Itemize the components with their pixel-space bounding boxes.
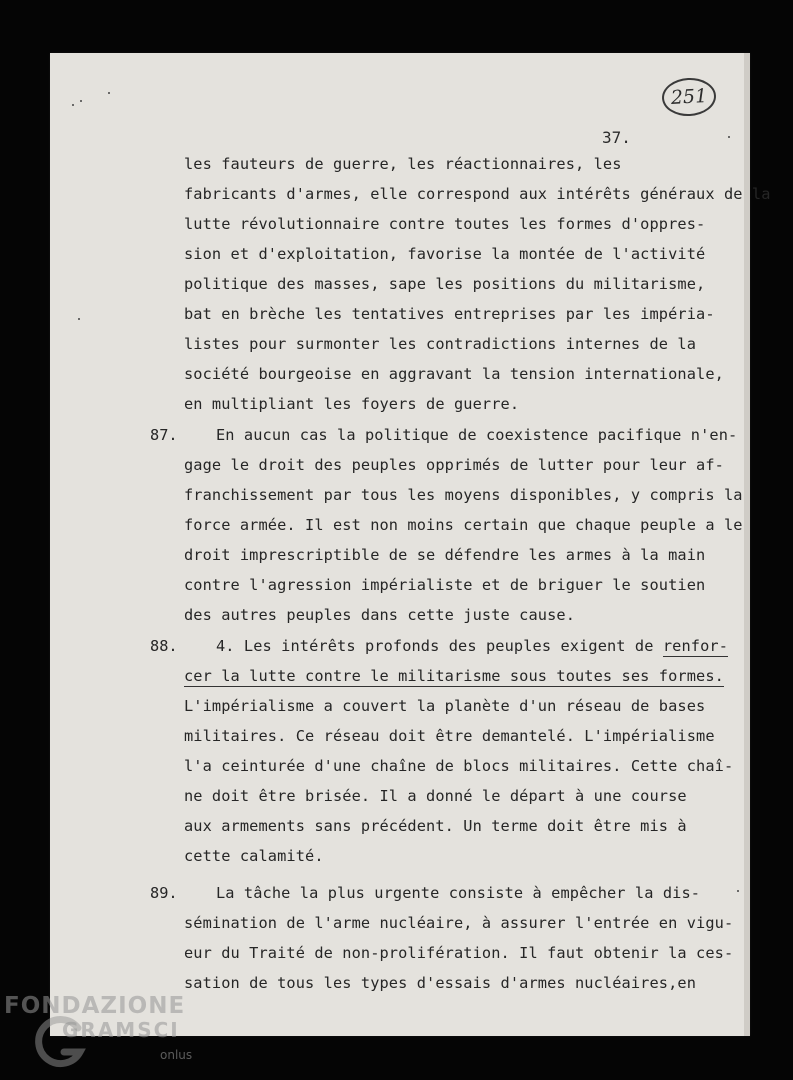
text-line: force armée. Il est non moins certain que chaque peuple a le: [184, 516, 743, 534]
text-line: droit imprescriptible de se défendre les armes à la main: [184, 546, 706, 564]
text-line: L'impérialisme a couvert la planète d'un réseau de bases: [184, 697, 706, 715]
underlined-text: renfor-: [662, 637, 729, 655]
speck: [78, 318, 80, 320]
text-line: sion et d'exploitation, favorise la montée de l'activité: [184, 245, 706, 263]
watermark-onlus: onlus: [160, 1048, 193, 1062]
text-line: [184, 667, 724, 685]
text-line: l'a ceinturée d'une chaîne de blocs militaires. Cette chaî-: [184, 757, 734, 775]
text-segment: 4. Les intérêts profonds des peuples exigent de: [216, 637, 654, 655]
speck: [80, 100, 82, 102]
speck: [737, 890, 739, 892]
archive-stamp-number: 251: [670, 85, 708, 109]
text-line: aux armements sans précédent. Un terme doit être mis à: [184, 817, 687, 835]
text-line: des autres peuples dans cette juste cause.: [184, 606, 575, 624]
foundation-watermark: [0, 990, 215, 1080]
text-line: lutte révolutionnaire contre toutes les formes d'oppres-: [184, 215, 706, 233]
text-line: fabricants d'armes, elle correspond aux intérêts généraux de la: [184, 185, 771, 203]
paragraph-number: 88.: [150, 637, 178, 655]
text-line: eur du Traité de non-prolifération. Il faut obtenir la ces-: [184, 944, 734, 962]
speck: [72, 104, 74, 106]
text-line: ne doit être brisée. Il a donné le départ à une course: [184, 787, 687, 805]
text-line: les fauteurs de guerre, les réactionnaires, les: [184, 155, 622, 173]
text-line: [216, 637, 728, 655]
text-line: contre l'agression impérialiste et de briguer le soutien: [184, 576, 706, 594]
speck: [108, 92, 110, 94]
paragraph-number: 87.: [150, 426, 178, 444]
text-line: politique des masses, sape les positions du militarisme,: [184, 275, 706, 293]
text-line: sation de tous les types d'essais d'armes nucléaires,en: [184, 974, 697, 992]
text-line: gage le droit des peuples opprimés de lutter pour leur af-: [184, 456, 724, 474]
text-line: militaires. Ce réseau doit être demantelé. L'impérialisme: [184, 727, 715, 745]
watermark-subtitle: GRAMSCI: [62, 1018, 180, 1042]
text-line: franchissement par tous les moyens disponibles, y compris la: [184, 486, 743, 504]
text-line: cette calamité.: [184, 847, 324, 865]
text-line: listes pour surmonter les contradictions internes de la: [184, 335, 697, 353]
text-line: en multipliant les foyers de guerre.: [184, 395, 520, 413]
underlined-text: cer la lutte contre le militarisme sous toutes ses formes.: [184, 667, 724, 685]
watermark-title: FONDAZIONE: [4, 993, 186, 1019]
text-line: bat en brèche les tentatives entreprises par les impéria-: [184, 305, 715, 323]
speck: [728, 136, 730, 138]
text-line: La tâche la plus urgente consiste à empêcher la dis-: [216, 884, 701, 902]
text-line: En aucun cas la politique de coexistence pacifique n'en-: [216, 426, 738, 444]
paragraph-number: 89.: [150, 884, 178, 902]
page-number: 37.: [602, 128, 631, 147]
text-line: sémination de l'arme nucléaire, à assurer l'entrée en vigu-: [184, 914, 734, 932]
text-line: société bourgeoise en aggravant la tension internationale,: [184, 365, 724, 383]
